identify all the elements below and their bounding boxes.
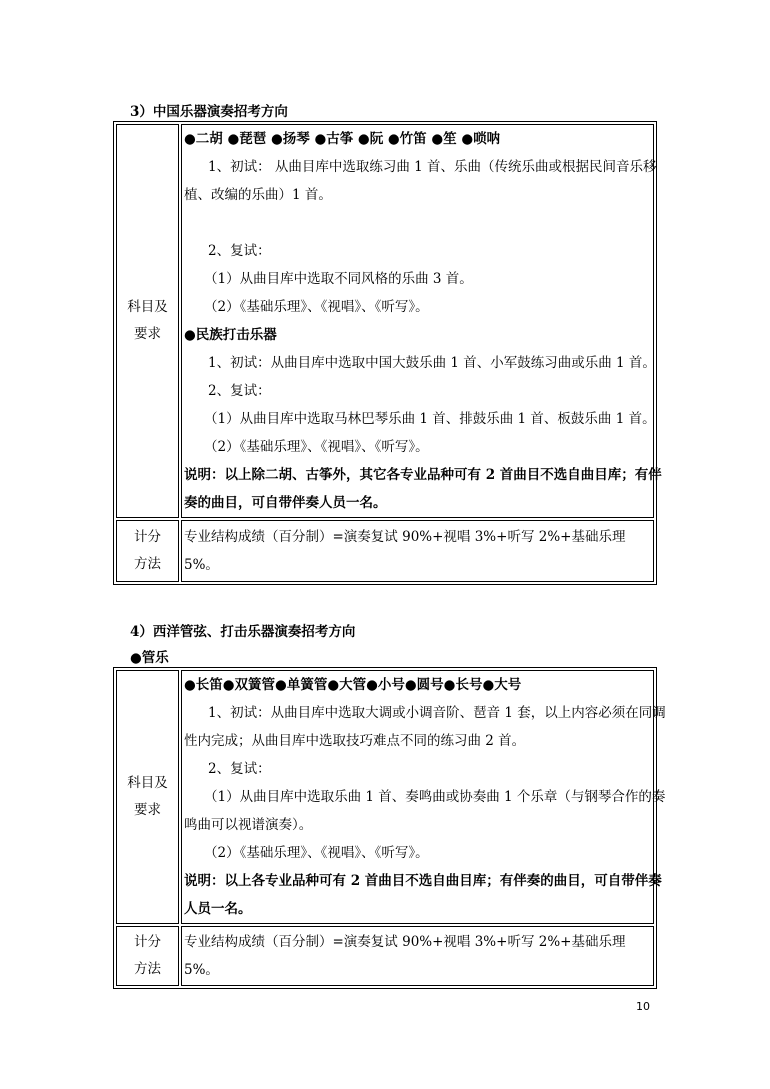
perc-retest-heading: 2、复试： bbox=[208, 383, 271, 399]
retest-item-1: （1）从曲目库中选取乐曲 1 首、奏鸣曲或协奏曲 1 个乐章（与钢琴合作的奏 bbox=[204, 789, 666, 805]
section4-subject-content bbox=[181, 670, 666, 924]
retest-item-2: （2）《基础乐理》、《视唱》、《听写》。 bbox=[204, 299, 429, 315]
perc-retest-item-1: （1）从曲目库中选取马林巴琴乐曲 1 首、排鼓乐曲 1 首、板鼓乐曲 1 首。 bbox=[204, 411, 656, 427]
perc-prelim-line: 1、初试：从曲目库中选取中国大鼓乐曲 1 首、小军鼓练习曲或乐曲 1 首。 bbox=[208, 355, 656, 371]
percussion-heading: ●民族打击乐器 bbox=[184, 327, 277, 343]
section3-method-label bbox=[116, 520, 179, 582]
section4-title: 4）西洋管弦、打击乐器演奏招考方向 bbox=[130, 624, 356, 640]
label-text: 计分 方法 bbox=[134, 529, 161, 572]
note-line-cont: 奏的曲目，可自带伴奏人员一名。 bbox=[184, 495, 387, 511]
label-text: 计分 方法 bbox=[134, 934, 161, 977]
section3-subject-label bbox=[116, 124, 179, 518]
retest-heading: 2、复试： bbox=[208, 761, 271, 777]
retest-item-1-cont: 鸣曲可以视谱演奏）。 bbox=[184, 817, 313, 833]
note-line: 说明：以上各专业品种可有 2 首曲目不选自曲目库；有伴奏的曲目，可自带伴奏 bbox=[184, 873, 662, 889]
label-text: 科目及 要求 bbox=[127, 775, 168, 818]
section3-title: 3）中国乐器演奏招考方向 bbox=[130, 104, 288, 120]
section4-table bbox=[113, 667, 666, 989]
retest-heading: 2、复试： bbox=[208, 243, 271, 259]
section4-method-label bbox=[116, 926, 179, 986]
section4-subject-label bbox=[116, 670, 179, 924]
section3-subject-content bbox=[181, 124, 662, 518]
prelim-line: 1、初试：从曲目库中选取大调或小调音阶、琶音 1 套，以上内容必须在同调 bbox=[208, 705, 666, 721]
prelim-line-cont: 植、改编的乐曲）1 首。 bbox=[184, 187, 332, 203]
section3-table bbox=[113, 121, 662, 585]
instruments-line: ●二胡 ●琵琶 ●扬琴 ●古筝 ●阮 ●竹笛 ●笙 ●唢呐 bbox=[184, 131, 501, 147]
note-line-cont: 人员一名。 bbox=[184, 901, 252, 917]
section4-method-content: 专业结构成绩（百分制）=演奏复试 90%+视唱 3%+听写 2%+基础乐理 5%。 bbox=[181, 926, 654, 986]
note-line: 说明：以上除二胡、古筝外，其它各专业品种可有 2 首曲目不选自曲目库；有伴 bbox=[184, 467, 662, 483]
prelim-line: 1、初试： 从曲目库中选取练习曲 1 首、乐曲（传统乐曲或根据民间音乐移 bbox=[208, 159, 657, 175]
prelim-line-cont: 性内完成；从曲目库中选取技巧难点不同的练习曲 2 首。 bbox=[184, 733, 526, 749]
page-number: 10 bbox=[636, 1000, 650, 1013]
section3-method-content: 专业结构成绩（百分制）=演奏复试 90%+视唱 3%+听写 2%+基础乐理 5%。 bbox=[181, 520, 654, 582]
label-text: 科目及 要求 bbox=[127, 299, 168, 342]
retest-item-2: （2）《基础乐理》、《视唱》、《听写》。 bbox=[204, 845, 429, 861]
perc-retest-item-2: （2）《基础乐理》、《视唱》、《听写》。 bbox=[204, 439, 429, 455]
section4-subtitle: ●管乐 bbox=[130, 650, 169, 666]
instruments-line: ●长笛●双簧管●单簧管●大管●小号●圆号●长号●大号 bbox=[184, 677, 522, 693]
retest-item-1: （1）从曲目库中选取不同风格的乐曲 3 首。 bbox=[204, 271, 473, 287]
